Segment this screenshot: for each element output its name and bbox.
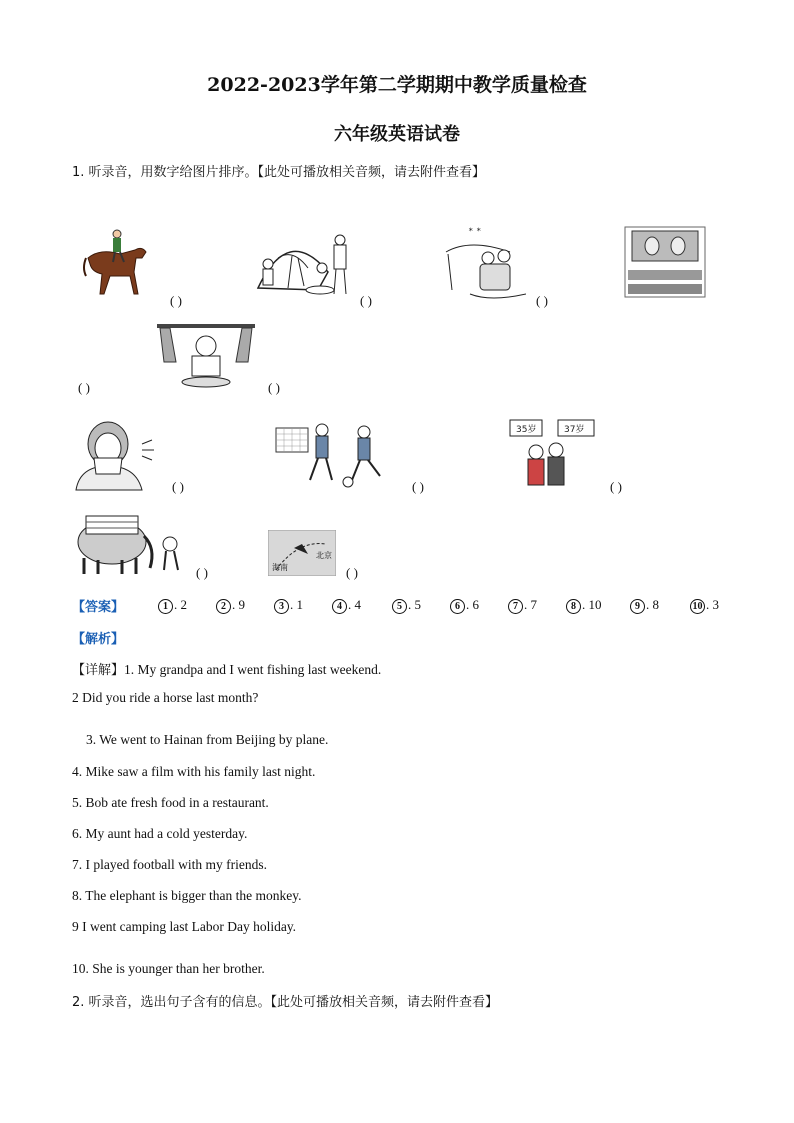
answer-value: . 4 xyxy=(348,597,361,612)
blank-10[interactable]: ( ) xyxy=(346,565,358,580)
elephant-monkey-picture xyxy=(74,508,186,576)
answer-value: . 7 xyxy=(524,597,537,612)
blank-6[interactable]: ( ) xyxy=(172,479,184,494)
analysis-line-2: 2 Did you ride a horse last month? xyxy=(72,690,259,705)
answer-value: . 8 xyxy=(646,597,659,612)
answer-item xyxy=(508,597,537,614)
circled-number: 8 xyxy=(566,599,581,614)
circled-number: 3 xyxy=(274,599,289,614)
answer-value: . 2 xyxy=(174,597,187,612)
flight-map-picture xyxy=(268,530,336,576)
age-label-left: 35岁 xyxy=(516,425,537,435)
football-picture xyxy=(272,418,392,490)
analysis-line-7: 7. I played football with my friends. xyxy=(72,857,267,872)
answer-value: . 1 xyxy=(290,597,303,612)
exam-subtitle: 六年级英语试卷 xyxy=(334,124,460,145)
answer-item xyxy=(566,597,602,614)
analysis-line-5: 5. Bob ate fresh food in a restaurant. xyxy=(72,795,269,810)
analysis-line-10: 10. She is younger than her brother. xyxy=(72,961,265,976)
analysis-line-3: 3. We went to Hainan from Beijing by plane. xyxy=(86,732,329,747)
camping-picture xyxy=(248,228,352,300)
answer-value: . 9 xyxy=(232,597,245,612)
answer-item xyxy=(690,597,719,614)
blank-3[interactable]: ( ) xyxy=(536,293,548,308)
analysis-line-1: 【详解】1. My grandpa and I went fishing last weekend. xyxy=(72,662,382,678)
analysis-line-9: 9 I went camping last Labor Day holiday. xyxy=(72,919,297,934)
answer-item xyxy=(392,597,421,614)
answer-item xyxy=(450,597,479,614)
blank-2[interactable]: ( ) xyxy=(360,293,372,308)
blank-1[interactable]: ( ) xyxy=(170,293,182,308)
cold-woman-picture xyxy=(70,414,158,492)
siblings-age-picture xyxy=(506,418,602,490)
blank-5[interactable]: ( ) xyxy=(268,380,280,395)
circled-number: 4 xyxy=(332,599,347,614)
answer-item xyxy=(630,597,659,614)
question-1-prompt: 1. 听录音，用数字给图片排序。【此处可播放相关音频，请去附件查看】 xyxy=(72,165,486,180)
analysis-line-4: 4. Mike saw a film with his family last night. xyxy=(72,764,316,779)
circled-number: 9 xyxy=(630,599,645,614)
blank-4[interactable]: ( ) xyxy=(78,380,90,395)
blank-9[interactable]: ( ) xyxy=(196,565,208,580)
question-2-prompt: 2. 听录音，选出句子含有的信息。【此处可播放相关音频，请去附件查看】 xyxy=(72,995,499,1010)
circled-number: 7 xyxy=(508,599,523,614)
age-label-right: 37岁 xyxy=(564,425,585,435)
answer-item xyxy=(158,597,187,614)
analysis-line-8: 8. The elephant is bigger than the monkey. xyxy=(72,888,302,903)
circled-number: 10 xyxy=(690,599,705,614)
analysis-line-6: 6. My aunt had a cold yesterday. xyxy=(72,826,248,841)
answer-value: . 6 xyxy=(466,597,479,612)
circled-number: 6 xyxy=(450,599,465,614)
answer-item xyxy=(274,597,303,614)
answer-value: . 5 xyxy=(408,597,421,612)
answer-label: 【答案】 xyxy=(72,600,125,615)
restaurant-picture xyxy=(156,322,256,390)
horse-riding-picture xyxy=(80,228,152,300)
fishing-picture xyxy=(440,224,526,304)
cinema-picture xyxy=(624,226,706,298)
analysis-label: 【解析】 xyxy=(72,632,125,647)
map-label-hainan: 海南 xyxy=(272,563,288,572)
svg-text:∗ ∗: ∗ ∗ xyxy=(468,225,482,234)
exam-title: 2022-2023学年第二学期期中教学质量检查 xyxy=(207,74,587,96)
circled-number: 1 xyxy=(158,599,173,614)
answer-value: . 10 xyxy=(582,597,602,612)
blank-8[interactable]: ( ) xyxy=(610,479,622,494)
circled-number: 2 xyxy=(216,599,231,614)
answer-item xyxy=(216,597,245,614)
map-label-beijing: 北京 xyxy=(316,551,332,560)
detail-label: 【详解】 xyxy=(72,663,125,678)
answer-item xyxy=(332,597,361,614)
blank-7[interactable]: ( ) xyxy=(412,479,424,494)
answer-value: . 3 xyxy=(706,597,719,612)
circled-number: 5 xyxy=(392,599,407,614)
